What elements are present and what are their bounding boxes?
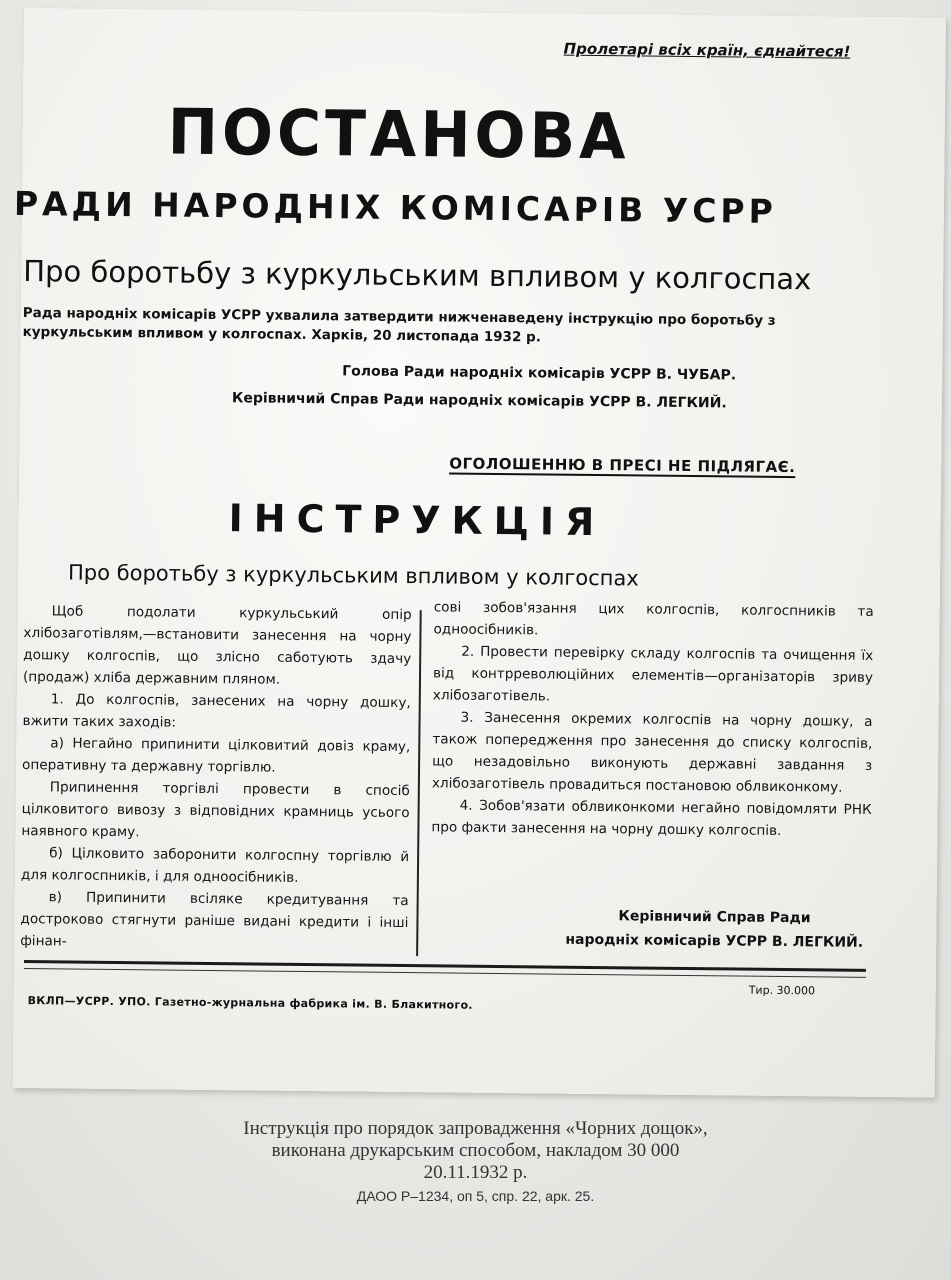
- caption-line: виконана друкарським способом, накладом 30 000: [271, 1140, 680, 1161]
- right-column: [431, 596, 874, 843]
- paragraph: 2. Провести перевірку складу колгоспів та очищення їх від контрреволюційних елементів—організаторів зриву хлібозаготівель.: [432, 643, 874, 705]
- paragraph: в) Припинити всіляке кредитування та достроково стягнути раніше видані кредити і інші фінан-: [20, 889, 409, 950]
- press-notice: ОГОЛОШЕННЮ В ПРЕСІ НЕ ПІДЛЯГАЄ.: [449, 454, 796, 477]
- paragraph: 1. До колгоспів, занесених на чорну дошку, вжити таких заходів:: [22, 691, 411, 731]
- left-column: [20, 600, 412, 956]
- newspaper-print: [13, 8, 946, 1098]
- paragraph: 4. Зобов'язати облвиконкоми негайно повідомляти РНК про факти занесення на чорну дошку колгоспів.: [431, 797, 872, 839]
- document-subtitle: РАДИ НАРОДНІХ КОМІСАРІВ УСРР: [13, 183, 778, 231]
- paragraph: а) Негайно припинити цілковитий довіз краму, оперативну та державну торгівлю.: [21, 735, 411, 776]
- signature-manager: Керівничий Справ Ради народніх комісарів УСРР В. ЛЕГКИЙ.: [231, 390, 727, 412]
- paragraph: Щоб подолати куркульський опір хлібозаготівлям,—встановити занесення на чорну дошку колгоспів, що злісно саботують здачу (продаж) хліба державним пляном.: [22, 603, 412, 688]
- document-topic: Про боротьбу з куркульським впливом у колгоспах: [23, 254, 812, 297]
- closing-signature-line1: Керівничий Справ Ради: [618, 908, 811, 927]
- caption-line: Інструкція про порядок запровадження «Чорних дощок»,: [243, 1118, 708, 1139]
- caption-date: 20.11.1932 р.: [423, 1162, 528, 1183]
- closing-signature-line2: народніх комісарів УСРР В. ЛЕГКИЙ.: [565, 931, 864, 951]
- signature-head: Голова Ради народніх комісарів УСРР В. ЧУБАР.: [342, 363, 737, 384]
- paragraph: Припинення торгівлі провести в спосіб цілковитого вивозу з відповідних крамниць усього наявного краму.: [21, 779, 410, 841]
- resolution-text: Рада народніх комісарів УСРР ухвалила затвердити нижченаведену інструкцію про боротьбу з куркульським впливом у колгоспах. Харків, 20 листопада 1932 р.: [22, 305, 776, 346]
- paragraph: б) Цілковито заборонити колгоспну торгівлю й для колгоспників, і для одноосібників.: [20, 845, 410, 886]
- paragraph: сові зобов'язання цих колгоспів, колгоспників та одноосібників.: [433, 599, 874, 639]
- closing-signature: [544, 904, 884, 956]
- paragraph: 3. Занесення окремих колгоспів на чорну дошку, а також попередження про занесення до списку колгоспів, що незадовільно виконують державні завдання з хлібозаготівель провадиться постановою облвиконкому.: [431, 709, 873, 796]
- slogan: Пролетарі всіх країн, єднайтеся!: [563, 39, 851, 61]
- instruction-title: ІНСТРУКЦІЯ: [228, 496, 606, 545]
- archive-reference: ДАОО Р–1234, оп 5, спр. 22, арк. 25.: [356, 1188, 595, 1204]
- instruction-subtitle: Про боротьбу з куркульським впливом у колгоспах: [67, 560, 639, 591]
- imprint: ВКЛП—УСРР. УПО. Газетно-журнальна фабрика ім. В. Блакитного.: [27, 994, 473, 1012]
- column-divider: [416, 610, 422, 956]
- print-run: Тир. 30.000: [748, 983, 816, 998]
- document-title: ПОСТАНОВА: [167, 95, 631, 175]
